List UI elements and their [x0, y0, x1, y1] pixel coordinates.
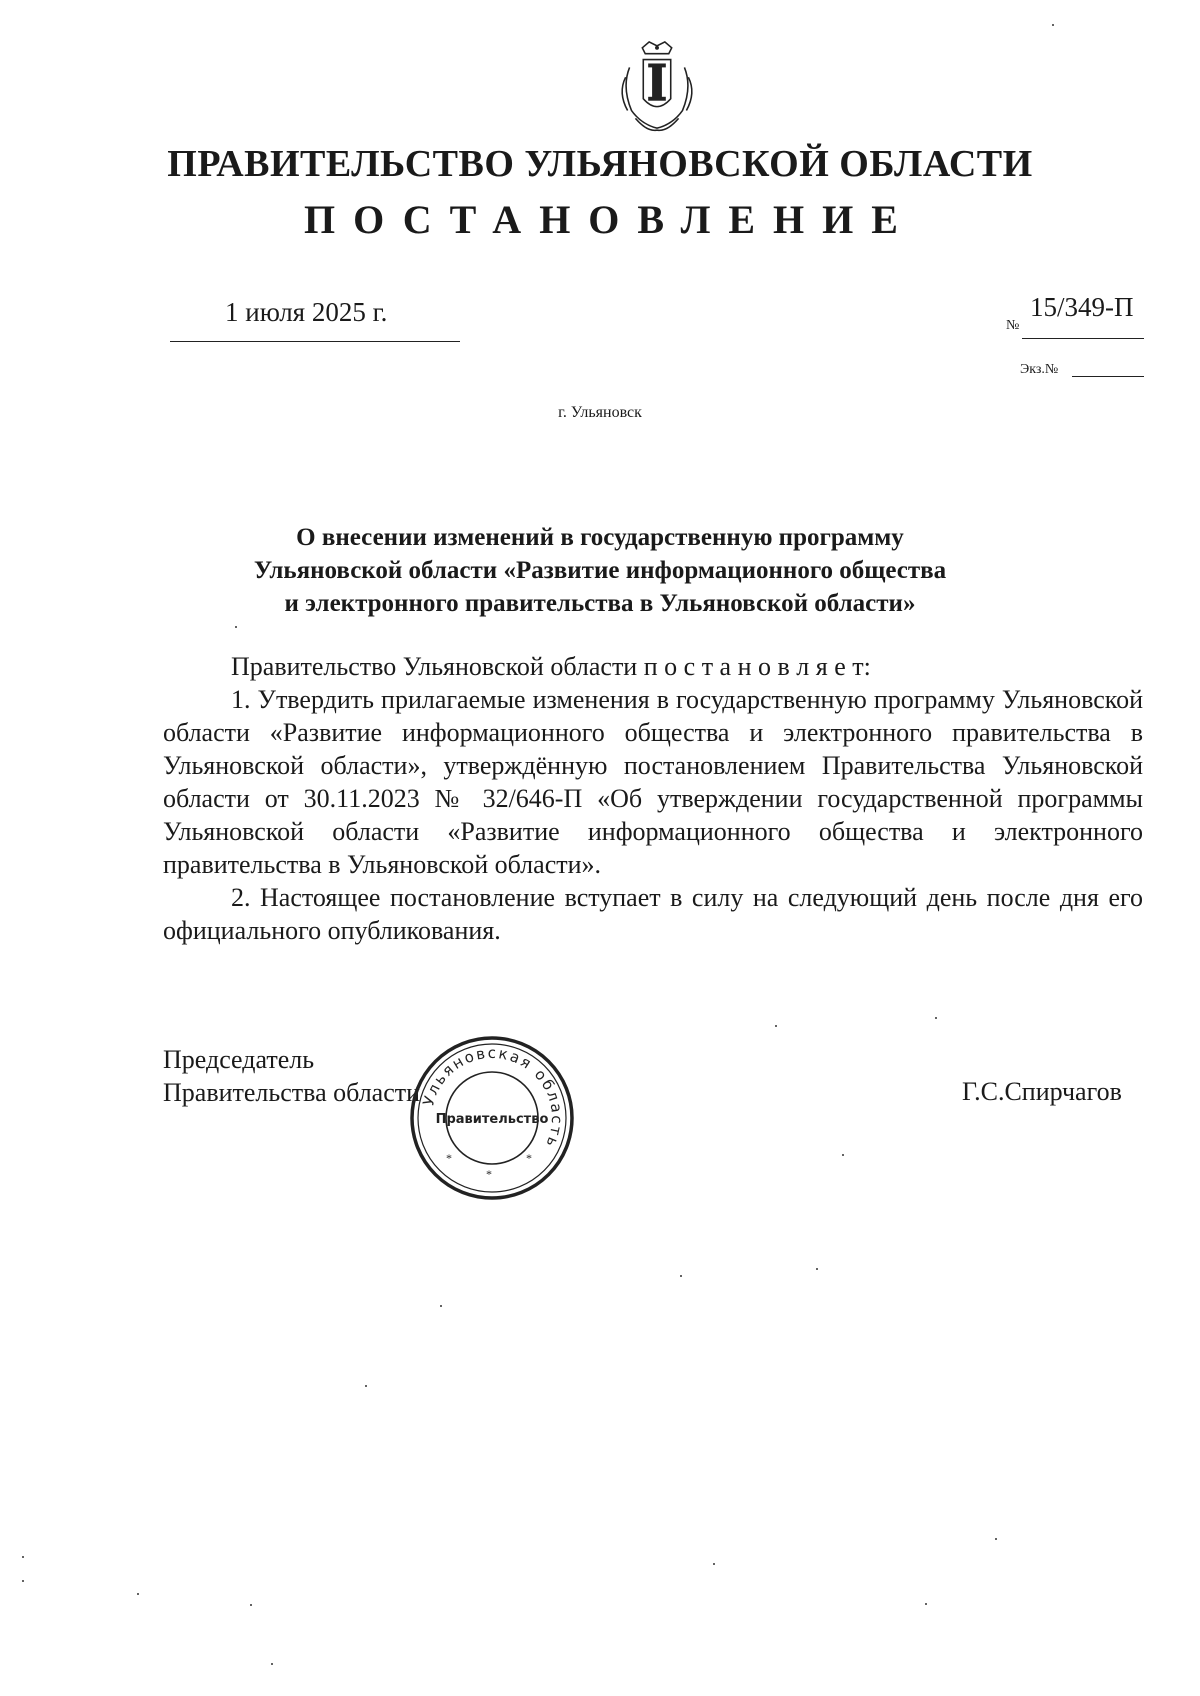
scan-speck	[816, 1268, 818, 1270]
copy-number-underline	[1072, 376, 1144, 377]
scan-speck	[925, 1603, 927, 1605]
document-title	[200, 521, 1000, 620]
preamble-verb: п о с т а н о в л я е т:	[643, 652, 871, 681]
city-name: г. Ульяновск	[558, 404, 642, 421]
scan-speck	[235, 626, 237, 628]
svg-text:*: *	[446, 1151, 452, 1165]
position-line-1: Председатель	[163, 1045, 315, 1074]
svg-text:*: *	[486, 1167, 492, 1181]
date-underline	[170, 341, 460, 342]
document-type-heading: ПОСТАНОВЛЕНИЕ	[304, 197, 916, 242]
scan-speck	[440, 1305, 442, 1307]
svg-text:Правительство: Правительство	[435, 1112, 549, 1127]
document-body	[163, 650, 1143, 947]
title-line: Ульяновской области «Развитие информационного общества	[253, 557, 947, 584]
signatory-position	[163, 1043, 420, 1109]
organization-heading: ПРАВИТЕЛЬСТВО УЛЬЯНОВСКОЙ ОБЛАСТИ	[167, 143, 1033, 185]
svg-text:Ульяновская область: Ульяновская область	[419, 1043, 567, 1152]
document-number: 15/349-П	[1030, 292, 1134, 322]
preamble-lead: Правительство Ульяновской области	[231, 652, 638, 681]
scan-speck	[842, 1154, 844, 1156]
scan-speck	[680, 1275, 682, 1277]
scan-speck	[271, 1663, 273, 1665]
title-line: и электронного правительства в Ульяновской области»	[284, 590, 916, 617]
paragraph-2: 2. Настоящее постановление вступает в силу на следующий день после дня его официального опубликования.	[163, 883, 1143, 945]
scan-speck	[137, 1593, 139, 1595]
svg-text:*: *	[526, 1151, 532, 1165]
copy-number-label: Экз.№	[1020, 362, 1059, 377]
scan-speck	[250, 1604, 252, 1606]
signatory-name: Г.С.Спирчагов	[962, 1077, 1122, 1106]
scan-speck	[935, 1017, 937, 1019]
paragraph-1: 1. Утвердить прилагаемые изменения в государственную программу Ульяновской области «Развитие информационного общества и электронного правительства в Ульяновской области», утверждённую постановлением Правительства Ульяновской области от 30.11.2023 № 32/646-П «Об утверждении государственной программы Ульяновской области «Развитие информационного общества и электронного правительства в Ульяновской области».	[163, 685, 1143, 879]
document-date: 1 июля 2025 г.	[225, 297, 388, 327]
scan-speck	[22, 1580, 24, 1582]
title-line: О внесении изменений в государственную программу	[296, 524, 904, 551]
number-sign: №	[1006, 318, 1020, 333]
position-line-2: Правительства области	[163, 1078, 421, 1107]
scan-speck	[995, 1538, 997, 1540]
scan-speck	[22, 1556, 24, 1558]
scan-speck	[775, 1025, 777, 1027]
scan-speck	[1052, 24, 1054, 26]
scan-speck	[365, 1385, 367, 1387]
official-seal-stamp	[406, 1032, 578, 1204]
preamble	[163, 650, 1143, 683]
coat-of-arms-emblem	[608, 38, 706, 136]
scan-speck	[713, 1563, 715, 1565]
number-underline	[1022, 338, 1144, 339]
